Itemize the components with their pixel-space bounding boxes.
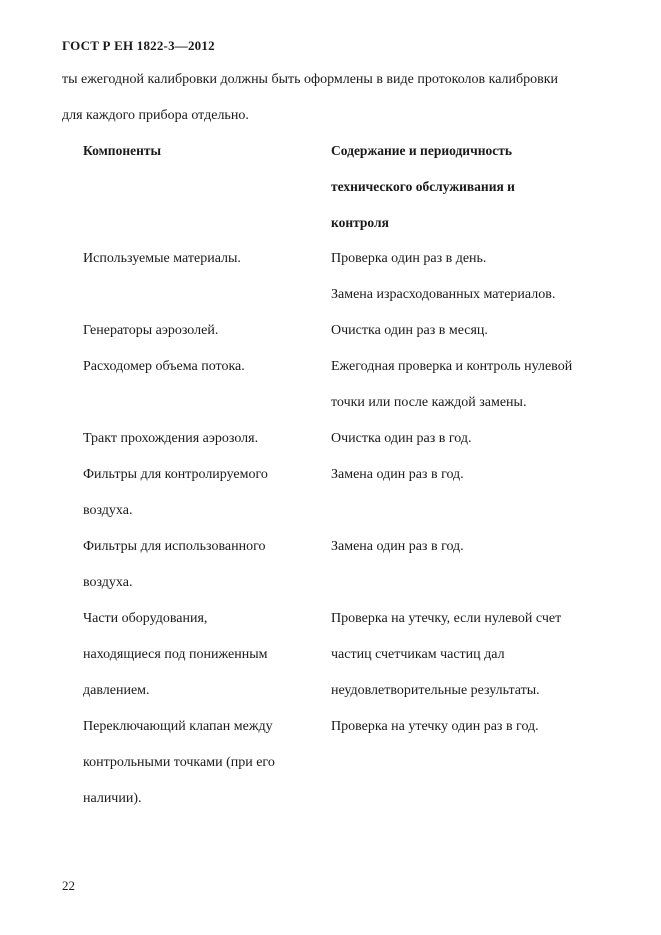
component-text: Генераторы аэрозолей. bbox=[83, 323, 219, 338]
component-cell bbox=[83, 457, 331, 529]
component-text: Расходомер объема потока. bbox=[83, 359, 245, 374]
maintenance-text: точки или после каждой замены. bbox=[331, 395, 527, 410]
maintenance-cell bbox=[331, 313, 621, 349]
component-cell bbox=[83, 709, 331, 817]
maintenance-text: неудовлетворительные результаты. bbox=[331, 683, 540, 698]
component-cell bbox=[83, 529, 331, 601]
maintenance-cell bbox=[331, 601, 621, 709]
intro-line: для каждого прибора отдельно. bbox=[62, 108, 249, 123]
component-text: Используемые материалы. bbox=[83, 251, 241, 266]
table-row bbox=[83, 709, 623, 817]
table-header-row bbox=[83, 133, 623, 241]
maintenance-text: Замена один раз в год. bbox=[331, 539, 464, 554]
maintenance-table bbox=[83, 133, 623, 817]
component-cell bbox=[83, 349, 331, 421]
maintenance-cell bbox=[331, 529, 621, 601]
table-row bbox=[83, 241, 623, 313]
component-text: Части оборудования, bbox=[83, 611, 208, 626]
table-row bbox=[83, 457, 623, 529]
maintenance-text: Очистка один раз в год. bbox=[331, 431, 472, 446]
component-cell bbox=[83, 313, 331, 349]
header-maintenance-line: контроля bbox=[331, 215, 389, 230]
maintenance-cell bbox=[331, 349, 621, 421]
component-text: Фильтры для использованного bbox=[83, 539, 266, 554]
component-text: Тракт прохождения аэрозоля. bbox=[83, 431, 259, 446]
header-maintenance-line: Содержание и периодичность bbox=[331, 143, 512, 158]
table-row bbox=[83, 421, 623, 457]
component-text: давлением. bbox=[83, 683, 150, 698]
table-row bbox=[83, 529, 623, 601]
component-cell bbox=[83, 601, 331, 709]
component-text: контрольными точками (при его bbox=[83, 755, 275, 770]
component-text: воздуха. bbox=[83, 575, 133, 590]
maintenance-text: Замена один раз в год. bbox=[331, 467, 464, 482]
header-maintenance-line: технического обслуживания и bbox=[331, 179, 515, 194]
component-text: Фильтры для контролируемого bbox=[83, 467, 268, 482]
component-text: находящиеся под пониженным bbox=[83, 647, 268, 662]
header-components-label: Компоненты bbox=[83, 143, 162, 158]
maintenance-cell bbox=[331, 457, 621, 529]
table-row bbox=[83, 313, 623, 349]
intro-paragraph bbox=[62, 62, 632, 134]
document-header: ГОСТ Р ЕН 1822-3—2012 bbox=[62, 38, 215, 53]
maintenance-cell bbox=[331, 421, 621, 457]
page-number: 22 bbox=[62, 878, 75, 893]
component-text: Переключающий клапан между bbox=[83, 719, 273, 734]
maintenance-text: Проверка один раз в день. bbox=[331, 251, 487, 266]
table-body bbox=[83, 241, 623, 817]
maintenance-text: Очистка один раз в месяц. bbox=[331, 323, 488, 338]
maintenance-cell bbox=[331, 709, 621, 817]
maintenance-text: Замена израсходованных материалов. bbox=[331, 287, 556, 302]
header-maintenance bbox=[331, 133, 621, 241]
table-row bbox=[83, 349, 623, 421]
maintenance-text: Проверка на утечку один раз в год. bbox=[331, 719, 539, 734]
component-text: воздуха. bbox=[83, 503, 133, 518]
component-cell bbox=[83, 421, 331, 457]
table-row bbox=[83, 601, 623, 709]
maintenance-text: Ежегодная проверка и контроль нулевой bbox=[331, 359, 573, 374]
maintenance-cell bbox=[331, 241, 621, 313]
maintenance-text: частиц счетчикам частиц дал bbox=[331, 647, 505, 662]
component-text: наличии). bbox=[83, 791, 142, 806]
intro-line: ты ежегодной калибровки должны быть оформлены в виде протоколов калибровки bbox=[62, 72, 559, 87]
maintenance-text: Проверка на утечку, если нулевой счет bbox=[331, 611, 562, 626]
component-cell bbox=[83, 241, 331, 313]
header-components bbox=[83, 133, 331, 241]
